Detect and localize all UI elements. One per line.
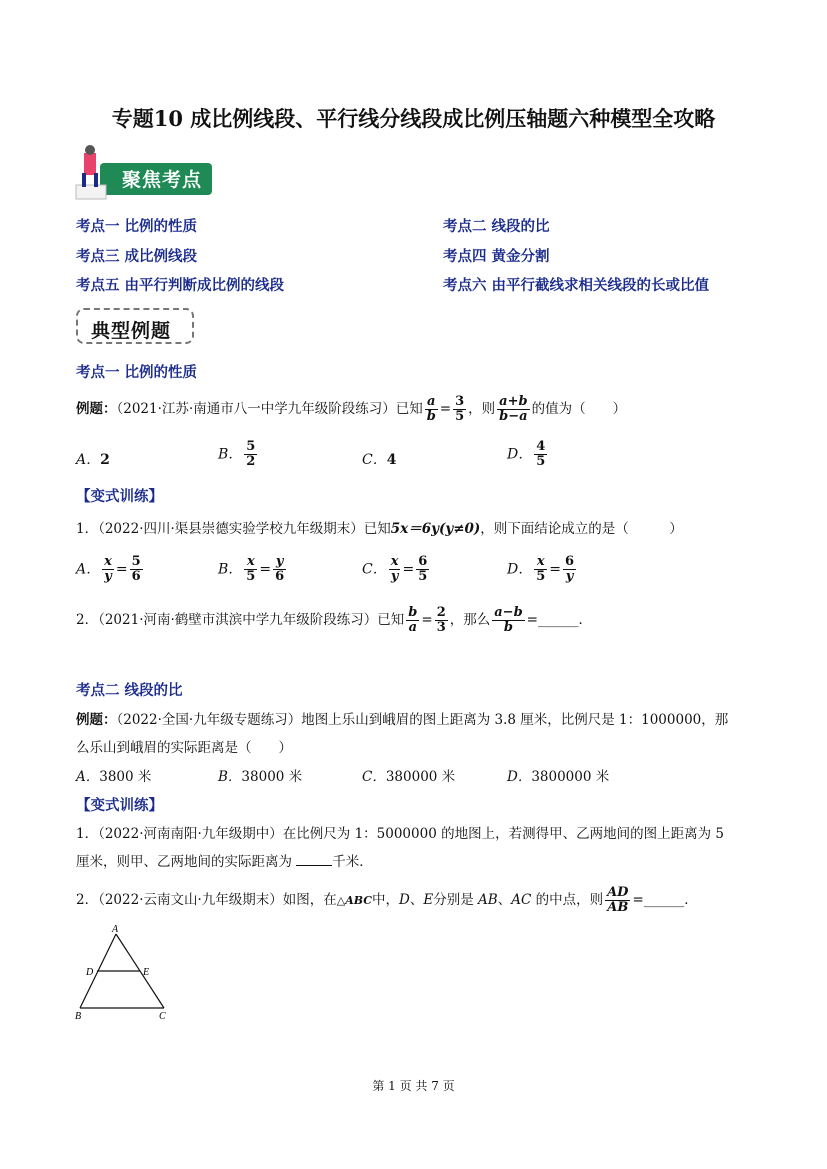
q1-formula: 5x＝6y(y≠0) bbox=[390, 521, 481, 537]
section1-example: 例题：（2021·江苏·南通市八一中学九年级阶段练习）已知 $\frac{a}{b}$ = $\frac{3}{5}$ ，则 $\frac{a+b}{b-a}$ 的值为（ ） bbox=[76, 394, 627, 424]
option-letter: B． bbox=[218, 769, 242, 785]
example-tail: 的值为（ ） bbox=[531, 401, 627, 417]
option-letter: B． bbox=[218, 561, 243, 578]
example-prefix: 例题： bbox=[76, 712, 117, 728]
s2-variant-label: 【变式训练】 bbox=[76, 798, 163, 814]
s1-option-b bbox=[218, 440, 259, 469]
s1q1-option-a: A． $\frac{x}{y}$ = $\frac{5}{6}$ bbox=[76, 554, 141, 584]
label-e: E bbox=[143, 967, 150, 978]
s1-option-d bbox=[507, 440, 549, 469]
q2-sep2: 、 bbox=[497, 892, 512, 908]
option-letter: C． bbox=[362, 769, 386, 785]
option-value: 2 bbox=[100, 452, 110, 468]
point-5: 考点五 由平行判断成比例的线段 bbox=[76, 278, 285, 294]
section2-heading: 考点二 线段的比 bbox=[76, 683, 183, 699]
q2-triangle: △ABC bbox=[336, 894, 373, 907]
s1-option-a bbox=[76, 449, 110, 469]
s2-question-1-line2 bbox=[76, 850, 373, 870]
option-letter: D． bbox=[507, 561, 533, 578]
option-value: 4 bbox=[386, 452, 397, 468]
option-value: 3800 米 bbox=[99, 769, 152, 785]
point-4: 考点四 黄金分割 bbox=[443, 249, 550, 265]
s2-question-1-line1: 1．（2022·河南南阳·九年级期中）在比例尺为 1：5000000 的地图上，若测得甲、乙两地间的图上距离为 5 bbox=[76, 826, 724, 842]
point-1: 考点一 比例的性质 bbox=[76, 219, 198, 235]
option-letter: A． bbox=[76, 561, 101, 578]
typical-examples-label: 典型例题 bbox=[91, 320, 172, 342]
q1-tail: ，则下面结论成立的是（ ） bbox=[480, 521, 683, 537]
point-3: 考点三 成比例线段 bbox=[76, 249, 198, 265]
option-fraction: $\frac{4}{5}$ bbox=[536, 439, 546, 469]
s1q1-option-d: D． $\frac{x}{5}$ = $\frac{6}{y}$ bbox=[507, 554, 575, 584]
q1-line2b: 千米． bbox=[332, 854, 373, 870]
example-line1: （2022·全国·九年级专题练习）地图上乐山到峨眉的图上距离为 3.8 厘米，比例尺是 1：1000000，那 bbox=[116, 712, 729, 728]
q2-fraction: $\frac{AD}{AB}$ bbox=[607, 885, 629, 915]
s2-option-c bbox=[362, 765, 455, 785]
page-footer: 第 1 页 共 7 页 bbox=[372, 1079, 455, 1093]
s2-option-d bbox=[507, 765, 609, 785]
q2-text: 2．（2022·云南文山·九年级期末）如图，在 bbox=[76, 892, 337, 908]
q2-e: E bbox=[423, 892, 434, 908]
q2-ab: AB bbox=[478, 892, 498, 908]
s1-variant-label: 【变式训练】 bbox=[76, 489, 163, 505]
frac-a-over-b: $\frac{a}{b}$ bbox=[426, 394, 436, 424]
label-b: B bbox=[75, 1011, 82, 1022]
s1-question-1 bbox=[76, 517, 683, 537]
q1-line2a: 厘米，则甲、乙两地间的实际距离为 bbox=[76, 854, 297, 870]
label-a: A bbox=[112, 924, 119, 935]
frac-3-over-5: $\frac{3}{5}$ bbox=[455, 394, 465, 424]
q2-d: D bbox=[399, 892, 410, 908]
frac-apb-over-bma: $\frac{a+b}{b-a}$ bbox=[499, 394, 528, 424]
q2-ac: AC bbox=[511, 892, 532, 908]
option-letter: C． bbox=[362, 561, 387, 578]
example-prefix: 例题： bbox=[76, 401, 117, 417]
q2-sep: 、 bbox=[409, 892, 424, 908]
q2-text: 2．（2021·河南·鹤壁市淇滨中学九年级阶段练习）已知 bbox=[76, 612, 405, 628]
triangle-figure bbox=[70, 920, 180, 1025]
q1-text: 1．（2022·四川·渠县崇德实验学校九年级期末）已知 bbox=[76, 521, 391, 537]
s2-option-b bbox=[218, 765, 302, 785]
option-value: 380000 米 bbox=[385, 769, 456, 785]
option-value: 3800000 米 bbox=[531, 769, 610, 785]
example-mid: ，则 bbox=[468, 401, 496, 417]
q2-end: =______． bbox=[632, 892, 698, 908]
q2-mid: ，那么 bbox=[449, 612, 491, 628]
q2-tail: =______． bbox=[526, 612, 592, 628]
q2-tail: 的中点，则 bbox=[531, 892, 604, 908]
point-6: 考点六 由平行截线求相关线段的长或比值 bbox=[443, 278, 710, 294]
s1q1-option-b: B． $\frac{x}{5}$ = $\frac{y}{6}$ bbox=[218, 554, 285, 584]
q2-mid2: 分别是 bbox=[433, 892, 479, 908]
option-letter: A． bbox=[76, 452, 101, 468]
answer-blank[interactable] bbox=[296, 865, 332, 866]
focus-banner bbox=[74, 145, 214, 201]
label-d: D bbox=[86, 967, 94, 978]
section1-heading: 考点一 比例的性质 bbox=[76, 365, 198, 381]
q2-mid: 中， bbox=[372, 892, 400, 908]
point-2: 考点二 线段的比 bbox=[443, 219, 550, 235]
typical-examples-box bbox=[76, 308, 194, 344]
option-letter: A． bbox=[76, 769, 100, 785]
label-c: C bbox=[159, 1011, 166, 1022]
example-source: （2021·江苏·南通市八一中学九年级阶段练习）已知 bbox=[116, 401, 423, 417]
option-fraction: $\frac{5}{2}$ bbox=[246, 439, 256, 469]
focus-banner-label: 聚焦考点 bbox=[122, 169, 203, 191]
s1-question-2: 2．（2021·河南·鹤壁市淇滨中学九年级阶段练习）已知 $\frac{b}{a}$ = $\frac{2}{3}$ ，那么 $\frac{a-b}{b}$ =______． bbox=[76, 605, 592, 635]
option-letter: B． bbox=[218, 446, 243, 463]
section2-example-line2: 么乐山到峨眉的实际距离是（ ） bbox=[76, 740, 292, 756]
s2-question-2 bbox=[76, 886, 698, 915]
option-value: 38000 米 bbox=[241, 769, 303, 785]
s1q1-option-c: C． $\frac{x}{y}$ = $\frac{6}{5}$ bbox=[362, 554, 428, 584]
option-letter: C． bbox=[362, 452, 387, 468]
option-letter: D． bbox=[507, 446, 533, 463]
s2-option-a bbox=[76, 765, 151, 785]
section2-example-line1 bbox=[76, 708, 728, 728]
s1-option-c bbox=[362, 449, 396, 469]
option-letter: D． bbox=[507, 769, 532, 785]
page-title: 专题10 成比例线段、平行线分线段成比例压轴题六种模型全攻略 bbox=[111, 106, 716, 131]
